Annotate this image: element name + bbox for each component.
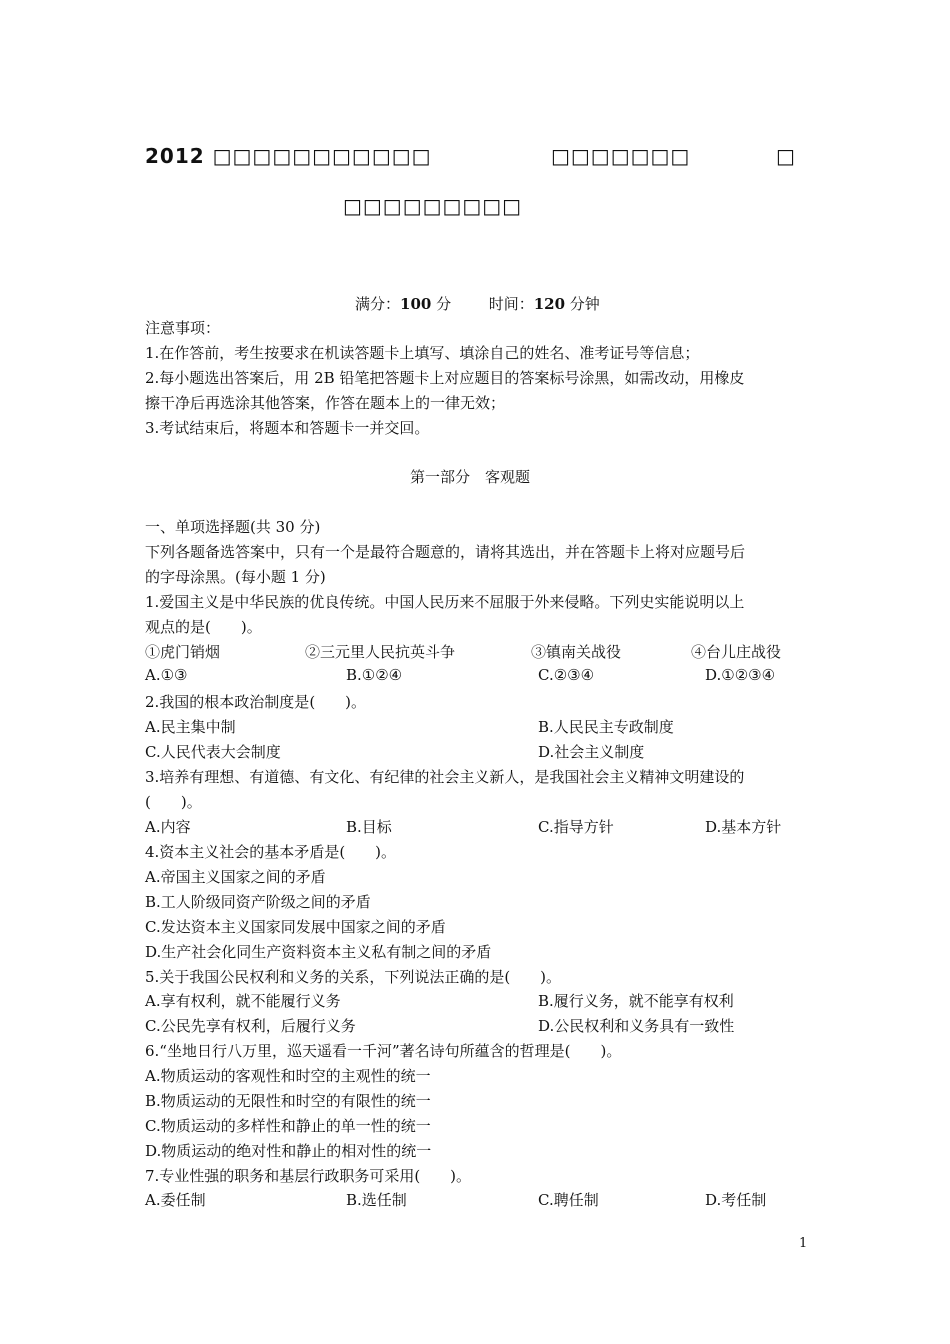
section-block — [145, 515, 745, 640]
q2-option-b: B.人民民主专政制度 — [538, 718, 674, 736]
q7-option-a: A.委任制 — [145, 1191, 206, 1209]
title-segment-1: □□□□□□□□□□□ — [212, 144, 432, 168]
q6-option-b: B.物质运动的无限性和时空的有限性的统一 — [145, 1092, 431, 1110]
q6-option-c: C.物质运动的多样性和静止的单一性的统一 — [145, 1117, 431, 1135]
q3-option-b: B.目标 — [346, 818, 392, 836]
q4-block — [145, 840, 561, 990]
notes-item: 1.在作答前，考生按要求在机读答题卡上填写、填涂自己的姓名、准考证号等信息； — [145, 344, 700, 362]
full-score-value: 100 — [400, 295, 432, 313]
q7-option-c: C.聘任制 — [538, 1191, 599, 1209]
q1-item: ④台儿庄战役 — [691, 643, 782, 661]
section-instruction: 的字母涂黑。(每小题 1 分) — [145, 568, 326, 586]
q6-option-a: A.物质运动的客观性和时空的主观性的统一 — [145, 1067, 431, 1085]
q7-stem: 7.专业性强的职务和基层行政职务可采用( )。 — [145, 1167, 472, 1185]
question-stem: 1.爱国主义是中华民族的优良传统。中国人民历来不屈服于外来侵略。下列史实能说明以上 — [145, 593, 745, 611]
q5-stem: 5.关于我国公民权利和义务的关系，下列说法正确的是( )。 — [145, 968, 562, 986]
q6-block — [145, 1039, 621, 1189]
question-stem: 观点的是( )。 — [145, 618, 262, 636]
q4-option-c: C.发达资本主义国家同发展中国家之间的矛盾 — [145, 918, 446, 936]
q2-option-a: A.民主集中制 — [145, 718, 236, 736]
notes-heading: 注意事项： — [145, 319, 221, 337]
section-title: 一、单项选择题(共 30 分) — [145, 518, 321, 536]
q4-stem: 4.资本主义社会的基本矛盾是( )。 — [145, 843, 397, 861]
full-score-unit: 分 — [436, 295, 452, 313]
q3-option-d: D.基本方针 — [705, 818, 782, 836]
title-year: 2012 — [145, 144, 213, 168]
time-unit: 分钟 — [569, 295, 600, 313]
q3-stem: 3.培养有理想、有道德、有文化、有纪律的社会主义新人，是我国社会主义精神文明建设的 — [145, 768, 745, 786]
q1-item: ①虎门销烟 — [145, 643, 221, 661]
full-score-label: 满分： — [355, 295, 401, 313]
q1-option-d: D.①②③④ — [705, 666, 776, 684]
q1-option-c: C.②③④ — [538, 666, 595, 684]
q3-option-a: A.内容 — [145, 818, 191, 836]
page-number: 1 — [799, 1236, 808, 1251]
notes-block — [145, 316, 744, 441]
title-segment-2: □□□□□□□ — [551, 144, 691, 168]
q4-option-a: A.帝国主义国家之间的矛盾 — [145, 868, 326, 886]
doc-title — [145, 144, 432, 168]
q7-option-b: B.选任制 — [346, 1191, 407, 1209]
q5-option-c: C.公民先享有权利，后履行义务 — [145, 1017, 356, 1035]
q3-option-c: C.指导方针 — [538, 818, 614, 836]
notes-item: 擦干净后再选涂其他答案，作答在题本上的一律无效； — [145, 394, 506, 412]
q7-option-d: D.考任制 — [705, 1191, 767, 1209]
q6-option-d: D.物质运动的绝对性和静止的相对性的统一 — [145, 1142, 432, 1160]
q4-option-d: D.生产社会化同生产资料资本主义私有制之间的矛盾 — [145, 943, 492, 961]
q6-stem: 6.“坐地日行八万里，巡天遥看一千河”著名诗句所蕴含的哲理是( )。 — [145, 1042, 622, 1060]
title-segment-3: □ — [776, 144, 796, 168]
exam-meta — [355, 292, 600, 317]
time-label: 时间： — [488, 295, 534, 313]
q3-stem: ( )。 — [145, 793, 202, 811]
time-value: 120 — [533, 295, 566, 313]
q2-option-d: D.社会主义制度 — [538, 743, 645, 761]
q2-option-c: C.人民代表大会制度 — [145, 743, 281, 761]
q2-stem: 2.我国的根本政治制度是( )。 — [145, 693, 367, 711]
q5-option-d: D.公民权利和义务具有一致性 — [538, 1017, 735, 1035]
q5-option-b: B.履行义务，就不能享有权利 — [538, 992, 734, 1010]
notes-item: 2.每小题选出答案后，用 2B 铅笔把答题卡上对应题目的答案标号涂黑，如需改动，用橡皮 — [145, 369, 745, 387]
section-instruction: 下列各题备选答案中，只有一个是最符合题意的，请将其选出，并在答题卡上将对应题号后 — [145, 543, 746, 561]
part-title: 第一部分 客观题 — [410, 468, 531, 486]
q4-option-b: B.工人阶级同资产阶级之间的矛盾 — [145, 893, 371, 911]
title-line-2: □□□□□□□□□ — [343, 194, 523, 218]
q1-item: ②三元里人民抗英斗争 — [305, 643, 456, 661]
q1-item: ③镇南关战役 — [531, 643, 622, 661]
q5-option-a: A.享有权利，就不能履行义务 — [145, 992, 341, 1010]
q1-option-a: A.①③ — [145, 666, 188, 684]
notes-item: 3.考试结束后，将题本和答题卡一并交回。 — [145, 419, 430, 437]
q1-option-b: B.①②④ — [346, 666, 403, 684]
